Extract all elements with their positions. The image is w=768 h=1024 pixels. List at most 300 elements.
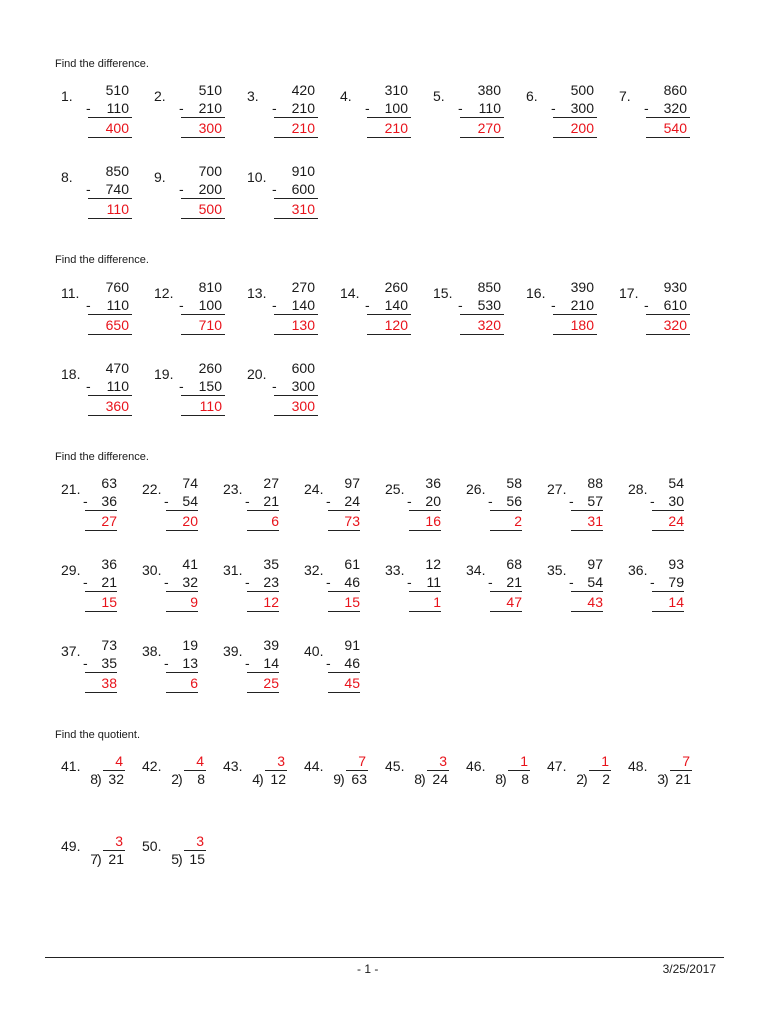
minuend: 510: [105, 82, 129, 98]
problem-number: 18.: [61, 366, 81, 382]
answer: 1: [433, 594, 441, 610]
subtrahend: 56: [506, 493, 522, 509]
subtraction-problem: [379, 556, 463, 616]
minus-sign: -: [86, 378, 91, 394]
quotient: 3: [277, 753, 285, 769]
answer: 320: [477, 317, 501, 333]
minus-sign: -: [488, 493, 493, 509]
problem-number: 16.: [526, 285, 546, 301]
minus-sign: -: [551, 100, 556, 116]
sum-line: [247, 510, 279, 511]
subtrahend: 300: [291, 378, 315, 394]
subtrahend: 36: [101, 493, 117, 509]
problem-number: 11.: [61, 285, 80, 301]
minuend: 260: [198, 360, 222, 376]
subtraction-problem: [520, 82, 625, 142]
division-bracket: ): [97, 771, 102, 787]
minus-sign: -: [365, 100, 370, 116]
answer-underline: [274, 218, 318, 219]
minuend: 810: [198, 279, 222, 295]
problem-number: 3.: [247, 88, 259, 104]
subtrahend: 600: [291, 181, 315, 197]
quotient: 3: [196, 833, 204, 849]
answer-underline: [652, 611, 684, 612]
answer: 6: [190, 675, 198, 691]
subtrahend: 110: [106, 297, 129, 313]
answer-underline: [409, 530, 441, 531]
answer-underline: [328, 530, 360, 531]
subtraction-problem: [298, 475, 382, 535]
answer: 45: [344, 675, 360, 691]
problem-number: 23.: [223, 481, 243, 497]
answer: 43: [587, 594, 603, 610]
problem-number: 35.: [547, 562, 567, 578]
answer: 20: [182, 513, 198, 529]
answer-underline: [460, 137, 504, 138]
dividend: 12: [270, 771, 286, 787]
subtrahend: 110: [106, 100, 129, 116]
minuend: 61: [344, 556, 360, 572]
minus-sign: -: [86, 181, 91, 197]
dividend: 2: [602, 771, 610, 787]
minuend: 58: [506, 475, 522, 491]
problem-number: 10.: [247, 169, 267, 185]
sum-line: [88, 314, 132, 315]
problem-number: 22.: [142, 481, 162, 497]
answer-underline: [490, 530, 522, 531]
minuend: 12: [425, 556, 441, 572]
quotient: 3: [439, 753, 447, 769]
sum-line: [646, 117, 690, 118]
minuend: 54: [668, 475, 684, 491]
sum-line: [181, 198, 225, 199]
problem-number: 19.: [154, 366, 174, 382]
minus-sign: -: [272, 378, 277, 394]
answer: 180: [570, 317, 594, 333]
answer-underline: [88, 137, 132, 138]
subtrahend: 21: [506, 574, 522, 590]
division-problem: [55, 833, 145, 873]
quotient: 1: [601, 753, 609, 769]
problem-number: 24.: [304, 481, 324, 497]
subtraction-problem: [241, 163, 346, 223]
subtraction-problem: [217, 637, 301, 697]
sum-line: [85, 510, 117, 511]
sum-line: [166, 672, 198, 673]
dividend: 24: [432, 771, 448, 787]
minus-sign: -: [407, 574, 412, 590]
subtraction-problem: [460, 475, 544, 535]
answer: 16: [425, 513, 441, 529]
problem-number: 14.: [340, 285, 360, 301]
subtrahend: 57: [587, 493, 603, 509]
sum-line: [409, 591, 441, 592]
division-problem: [136, 833, 226, 873]
sum-line: [553, 314, 597, 315]
minus-sign: -: [326, 574, 331, 590]
problem-number: 39.: [223, 643, 243, 659]
subtrahend: 23: [263, 574, 279, 590]
subtrahend: 140: [291, 297, 315, 313]
answer-underline: [460, 334, 504, 335]
answer: 2: [514, 513, 522, 529]
minus-sign: -: [569, 574, 574, 590]
problem-number: 47.: [547, 758, 567, 774]
sum-line: [274, 198, 318, 199]
minuend: 68: [506, 556, 522, 572]
division-problem: [136, 753, 226, 793]
subtraction-problem: [622, 475, 706, 535]
answer: 27: [101, 513, 117, 529]
subtrahend: 14: [263, 655, 279, 671]
sum-line: [181, 117, 225, 118]
minus-sign: -: [644, 100, 649, 116]
sum-line: [88, 198, 132, 199]
subtrahend: 740: [105, 181, 129, 197]
answer: 38: [101, 675, 117, 691]
minus-sign: -: [245, 574, 250, 590]
subtrahend: 79: [668, 574, 684, 590]
minuend: 600: [291, 360, 315, 376]
answer-underline: [571, 611, 603, 612]
minus-sign: -: [86, 100, 91, 116]
minus-sign: -: [407, 493, 412, 509]
division-bracket: ): [259, 771, 264, 787]
answer-underline: [88, 334, 132, 335]
dividend: 15: [189, 851, 205, 867]
problem-number: 12.: [154, 285, 174, 301]
answer-underline: [166, 611, 198, 612]
division-bracket: ): [340, 771, 345, 787]
minuend: 88: [587, 475, 603, 491]
sum-line: [247, 591, 279, 592]
answer: 9: [190, 594, 198, 610]
problem-number: 32.: [304, 562, 324, 578]
subtrahend: 54: [182, 493, 198, 509]
quotient: 4: [115, 753, 123, 769]
dividend: 63: [351, 771, 367, 787]
minuend: 910: [291, 163, 315, 179]
divisor: 8: [495, 771, 503, 787]
answer: 15: [101, 594, 117, 610]
sum-line: [181, 314, 225, 315]
sum-line: [571, 510, 603, 511]
answer: 710: [198, 317, 222, 333]
sum-line: [553, 117, 597, 118]
minuend: 41: [182, 556, 198, 572]
divisor: 8: [90, 771, 98, 787]
section-3-heading: Find the difference.: [55, 451, 149, 463]
subtrahend: 20: [425, 493, 441, 509]
subtrahend: 150: [198, 378, 222, 394]
subtraction-problem: [148, 82, 253, 142]
minuend: 74: [182, 475, 198, 491]
subtrahend: 21: [263, 493, 279, 509]
quotient: 7: [682, 753, 690, 769]
sum-line: [274, 395, 318, 396]
subtrahend: 140: [384, 297, 408, 313]
divisor: 2: [171, 771, 179, 787]
subtraction-problem: [622, 556, 706, 616]
answer-underline: [247, 530, 279, 531]
answer-underline: [88, 415, 132, 416]
sum-line: [571, 591, 603, 592]
dividend: 32: [108, 771, 124, 787]
divisor: 9: [333, 771, 341, 787]
problem-number: 36.: [628, 562, 648, 578]
subtraction-problem: [241, 279, 346, 339]
answer: 24: [668, 513, 684, 529]
answer-underline: [247, 611, 279, 612]
subtraction-problem: [541, 475, 625, 535]
answer: 47: [506, 594, 522, 610]
answer-underline: [166, 692, 198, 693]
subtrahend: 320: [663, 100, 687, 116]
dividend: 8: [521, 771, 529, 787]
minus-sign: -: [569, 493, 574, 509]
minuend: 36: [425, 475, 441, 491]
sum-line: [490, 591, 522, 592]
problem-number: 25.: [385, 481, 405, 497]
problem-number: 20.: [247, 366, 267, 382]
divisor: 7: [90, 851, 98, 867]
answer: 540: [663, 120, 687, 136]
minus-sign: -: [272, 297, 277, 313]
subtraction-problem: [55, 360, 160, 420]
subtrahend: 210: [570, 297, 594, 313]
minuend: 19: [182, 637, 198, 653]
problem-number: 46.: [466, 758, 486, 774]
minus-sign: -: [164, 574, 169, 590]
answer: 200: [570, 120, 594, 136]
subtraction-problem: [334, 82, 439, 142]
answer-underline: [328, 692, 360, 693]
minus-sign: -: [644, 297, 649, 313]
answer: 120: [384, 317, 408, 333]
answer: 500: [198, 201, 222, 217]
sum-line: [652, 591, 684, 592]
subtraction-problem: [427, 279, 532, 339]
answer-underline: [646, 334, 690, 335]
subtraction-problem: [379, 475, 463, 535]
minuend: 97: [344, 475, 360, 491]
answer-underline: [553, 334, 597, 335]
minus-sign: -: [488, 574, 493, 590]
problem-number: 26.: [466, 481, 486, 497]
minuend: 700: [198, 163, 222, 179]
subtrahend: 21: [101, 574, 117, 590]
problem-number: 29.: [61, 562, 81, 578]
division-bracket: ): [97, 851, 102, 867]
divisor: 3: [657, 771, 665, 787]
answer-underline: [181, 334, 225, 335]
minuend: 39: [263, 637, 279, 653]
subtraction-problem: [136, 556, 220, 616]
answer-underline: [181, 218, 225, 219]
footer-rule: [45, 957, 724, 958]
problem-number: 43.: [223, 758, 243, 774]
minuend: 270: [291, 279, 315, 295]
sum-line: [460, 117, 504, 118]
subtrahend: 610: [663, 297, 687, 313]
minus-sign: -: [272, 181, 277, 197]
minuend: 930: [663, 279, 687, 295]
answer: 110: [199, 398, 222, 414]
subtraction-problem: [298, 637, 382, 697]
subtraction-problem: [55, 475, 139, 535]
subtraction-problem: [427, 82, 532, 142]
sum-line: [328, 510, 360, 511]
problem-number: 27.: [547, 481, 567, 497]
subtraction-problem: [136, 475, 220, 535]
answer-underline: [181, 137, 225, 138]
sum-line: [328, 591, 360, 592]
minus-sign: -: [83, 655, 88, 671]
answer: 270: [477, 120, 501, 136]
answer-underline: [553, 137, 597, 138]
division-bracket: ): [664, 771, 669, 787]
answer-underline: [646, 137, 690, 138]
division-bracket: ): [583, 771, 588, 787]
answer-underline: [571, 530, 603, 531]
problem-number: 17.: [619, 285, 639, 301]
answer-underline: [88, 218, 132, 219]
answer-underline: [274, 334, 318, 335]
subtrahend: 200: [198, 181, 222, 197]
division-bracket: ): [502, 771, 507, 787]
subtraction-problem: [241, 360, 346, 420]
minus-sign: -: [83, 574, 88, 590]
minuend: 93: [668, 556, 684, 572]
subtrahend: 11: [426, 574, 441, 590]
answer: 310: [291, 201, 315, 217]
minus-sign: -: [86, 297, 91, 313]
answer: 31: [587, 513, 603, 529]
minuend: 73: [101, 637, 117, 653]
minuend: 380: [477, 82, 501, 98]
subtraction-problem: [541, 556, 625, 616]
quotient: 3: [115, 833, 123, 849]
subtrahend: 110: [106, 378, 129, 394]
answer-underline: [85, 692, 117, 693]
problem-number: 21.: [61, 481, 81, 497]
sum-line: [166, 591, 198, 592]
problem-number: 41.: [61, 758, 81, 774]
subtrahend: 32: [182, 574, 198, 590]
subtrahend: 24: [344, 493, 360, 509]
subtrahend: 30: [668, 493, 684, 509]
minus-sign: -: [458, 100, 463, 116]
quotient: 4: [196, 753, 204, 769]
minuend: 27: [263, 475, 279, 491]
subtraction-problem: [55, 163, 160, 223]
answer-underline: [247, 692, 279, 693]
dividend: 8: [197, 771, 205, 787]
division-bracket: ): [178, 771, 183, 787]
problem-number: 38.: [142, 643, 162, 659]
answer: 210: [384, 120, 408, 136]
subtraction-problem: [613, 279, 718, 339]
minus-sign: -: [179, 378, 184, 394]
minuend: 97: [587, 556, 603, 572]
answer-underline: [85, 530, 117, 531]
answer: 110: [106, 201, 129, 217]
problem-number: 1.: [61, 88, 73, 104]
answer: 300: [198, 120, 222, 136]
answer-underline: [409, 611, 441, 612]
subtrahend: 46: [344, 655, 360, 671]
answer: 14: [668, 594, 684, 610]
sum-line: [409, 510, 441, 511]
minus-sign: -: [83, 493, 88, 509]
subtraction-problem: [334, 279, 439, 339]
section-2-heading: Find the difference.: [55, 254, 149, 266]
minus-sign: -: [365, 297, 370, 313]
division-problem: [379, 753, 469, 793]
minus-sign: -: [164, 655, 169, 671]
sum-line: [460, 314, 504, 315]
answer: 320: [663, 317, 687, 333]
subtraction-problem: [460, 556, 544, 616]
subtraction-problem: [55, 637, 139, 697]
sum-line: [166, 510, 198, 511]
problem-number: 5.: [433, 88, 445, 104]
subtraction-problem: [298, 556, 382, 616]
division-problem: [298, 753, 388, 793]
minuend: 420: [291, 82, 315, 98]
subtraction-problem: [217, 475, 301, 535]
footer-date: 3/25/2017: [662, 962, 716, 976]
divisor: 8: [414, 771, 422, 787]
answer-underline: [85, 611, 117, 612]
problem-number: 13.: [247, 285, 267, 301]
problem-number: 44.: [304, 758, 324, 774]
minus-sign: -: [551, 297, 556, 313]
sum-line: [646, 314, 690, 315]
answer: 25: [263, 675, 279, 691]
minuend: 260: [384, 279, 408, 295]
problem-number: 48.: [628, 758, 648, 774]
minuend: 36: [101, 556, 117, 572]
subtraction-problem: [55, 279, 160, 339]
sum-line: [328, 672, 360, 673]
sum-line: [181, 395, 225, 396]
subtrahend: 530: [477, 297, 501, 313]
answer: 12: [263, 594, 279, 610]
answer: 73: [344, 513, 360, 529]
problem-number: 30.: [142, 562, 162, 578]
minuend: 510: [198, 82, 222, 98]
minuend: 850: [105, 163, 129, 179]
subtrahend: 100: [384, 100, 408, 116]
answer: 130: [291, 317, 315, 333]
minuend: 390: [570, 279, 594, 295]
answer: 300: [291, 398, 315, 414]
subtraction-problem: [241, 82, 346, 142]
minus-sign: -: [245, 655, 250, 671]
answer-underline: [274, 415, 318, 416]
subtrahend: 110: [478, 100, 501, 116]
section-1-heading: Find the difference.: [55, 58, 149, 70]
subtraction-problem: [55, 556, 139, 616]
minuend: 470: [105, 360, 129, 376]
division-problem: [217, 753, 307, 793]
answer: 360: [105, 398, 129, 414]
subtrahend: 210: [291, 100, 315, 116]
answer: 6: [271, 513, 279, 529]
minus-sign: -: [272, 100, 277, 116]
sum-line: [85, 672, 117, 673]
